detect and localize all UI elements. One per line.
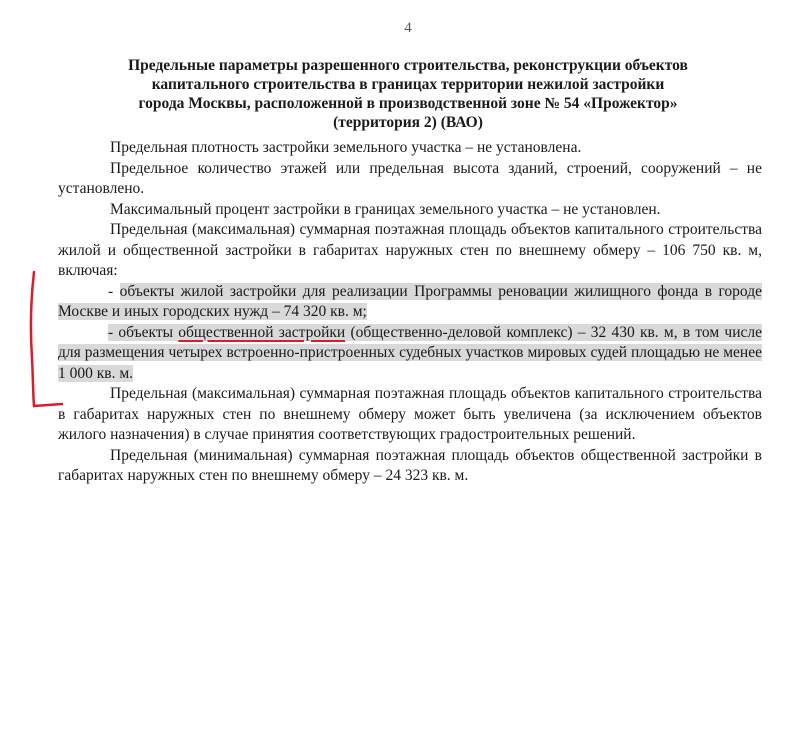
red-bracket-annotation [22,268,82,418]
paragraph-floors: Предельное количество этажей или предельная высота зданий, строений, сооружений – не установлено. [58,159,762,197]
title-line-4: (территория 2) (ВАО) [333,114,483,131]
paragraph-max-area: Предельная (максимальная) суммарная поэтажная площадь объектов капитального строительства жилой и общественной застройки в габаритах наружных стен по внешнему обмеру – 106 750 кв. м, включая: [58,221,762,279]
paragraph-min-area: Предельная (минимальная) суммарная поэтажная площадь объектов общественной застройки в габаритах наружных стен по внешнему обмеру – 24 323 кв. м. [58,446,762,484]
paragraph-increase: Предельная (максимальная) суммарная поэтажная площадь объектов капитального строительства в габаритах наружных стен по внешнему обмеру может быть увеличена (за исключением объектов жилого назначения) в случае принятия соответствующих градостроительных решений. [58,385,762,443]
title-line-2: капитального строительства в границах территории нежилой застройки [151,76,665,93]
paragraph-coverage: Максимальный процент застройки в границах земельного участка – не установлен. [110,200,661,218]
list-item-residential [58,282,762,323]
title-line-3: города Москвы, расположенной в производственной зоне № 54 «Прожектор» [138,95,678,112]
red-underlined-text: общественной застройки [178,323,346,341]
paragraph-density: Предельная плотность застройки земельного участка – не установлена. [110,139,582,156]
document-body [58,138,762,487]
list-item-public [58,323,762,385]
highlighted-text: объекты жилой застройки для реализации Программы реновации жилищного фонда в городе Москве и иных городских нужд – 74 320 кв. м; [58,282,762,320]
document-title [58,56,758,132]
highlighted-text-rest: (общественно-деловой комплекс) – 32 430 кв. м, в том числе для размещения четырех встроенно-пристроенных судебных участков мировых судей площадью не менее 1 000 кв. м. [58,323,763,382]
title-line-1: Предельные параметры разрешенного строительства, реконструкции объектов [128,57,688,74]
list-dash: - [108,282,120,300]
highlighted-text-prefix: - объекты [108,323,179,341]
page-number: 4 [404,20,412,36]
